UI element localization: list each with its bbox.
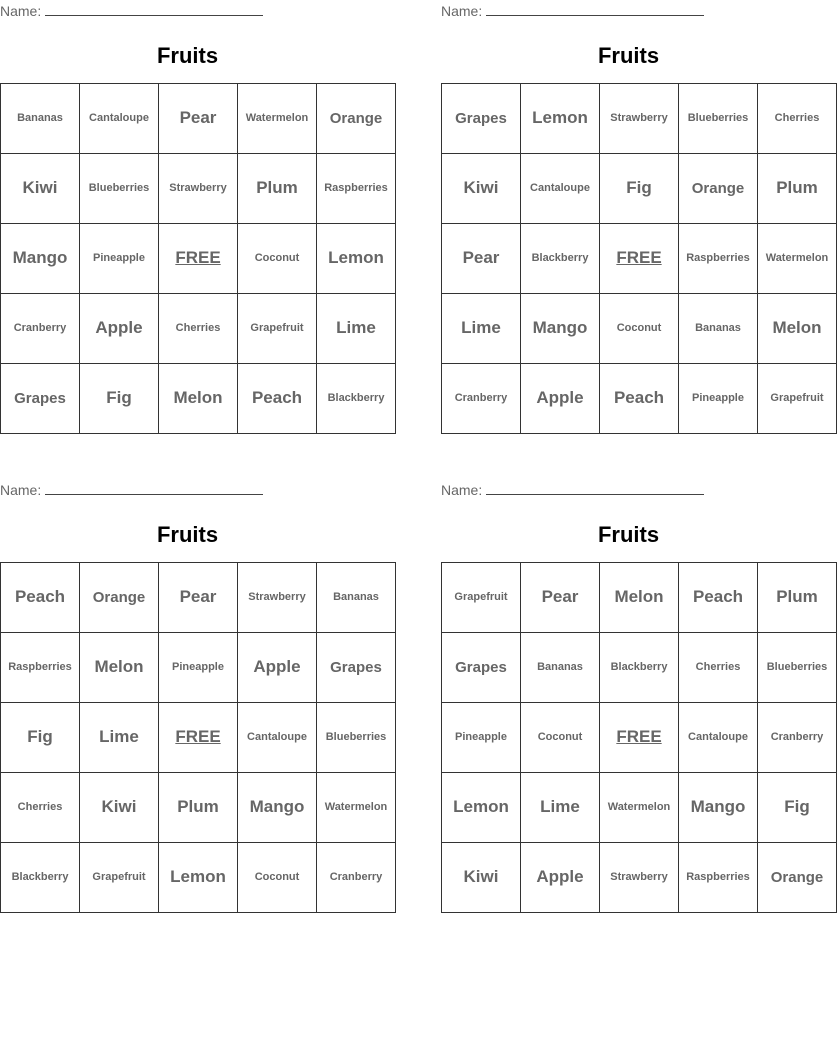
bingo-cell[interactable]: Lemon (159, 843, 238, 913)
bingo-cell[interactable]: Peach (238, 364, 317, 434)
bingo-cell[interactable]: Strawberry (238, 563, 317, 633)
bingo-cell[interactable]: Raspberries (1, 633, 80, 703)
name-field[interactable] (441, 482, 704, 498)
grid-row (442, 364, 837, 434)
name-blank-line[interactable] (45, 482, 263, 495)
bingo-cell[interactable]: Cranberry (442, 364, 521, 434)
bingo-cell[interactable]: Coconut (521, 703, 600, 773)
bingo-grid (0, 562, 396, 913)
card-title: Fruits (597, 43, 660, 68)
name-blank-line[interactable] (486, 482, 704, 495)
bingo-cell[interactable]: Blueberries (80, 154, 159, 224)
bingo-card (0, 479, 388, 911)
bingo-cell[interactable]: Blackberry (521, 224, 600, 294)
bingo-cell[interactable]: Plum (758, 154, 837, 224)
bingo-card (441, 479, 828, 911)
bingo-cell[interactable]: Cranberry (758, 703, 837, 773)
bingo-cell[interactable]: Mango (1, 224, 80, 294)
bingo-cell[interactable]: Apple (80, 294, 159, 364)
card-title: Fruits (597, 522, 660, 547)
grid-row (442, 633, 837, 703)
grid-row (1, 703, 396, 773)
bingo-cell[interactable]: Cantaloupe (238, 703, 317, 773)
bingo-cell[interactable]: Strawberry (600, 84, 679, 154)
bingo-cell[interactable]: Mango (679, 773, 758, 843)
bingo-cell[interactable]: Grapes (442, 633, 521, 703)
bingo-cell[interactable]: Pineapple (679, 364, 758, 434)
grid-row (1, 843, 396, 913)
bingo-cell[interactable]: Peach (600, 364, 679, 434)
bingo-cell[interactable]: Pineapple (159, 633, 238, 703)
grid-row (1, 84, 396, 154)
bingo-cell[interactable]: Kiwi (442, 843, 521, 913)
bingo-cell[interactable]: Fig (758, 773, 837, 843)
bingo-cell[interactable]: Peach (1, 563, 80, 633)
bingo-card (441, 0, 829, 432)
bingo-cell[interactable]: Bananas (317, 563, 396, 633)
bingo-cell[interactable]: Plum (238, 154, 317, 224)
bingo-cell[interactable]: Cranberry (1, 294, 80, 364)
name-field[interactable] (441, 3, 704, 19)
bingo-grid (0, 83, 396, 434)
bingo-cell[interactable]: Grapefruit (758, 364, 837, 434)
bingo-cell[interactable]: Raspberries (679, 224, 758, 294)
bingo-cell[interactable]: Pineapple (442, 703, 521, 773)
bingo-card (0, 0, 388, 432)
grid-row (1, 294, 396, 364)
bingo-cell[interactable]: Strawberry (159, 154, 238, 224)
bingo-cell[interactable]: Peach (679, 563, 758, 633)
name-label: Name: (441, 3, 483, 19)
bingo-cell[interactable]: Plum (758, 563, 837, 633)
name-label: Name: (0, 482, 42, 498)
bingo-cell[interactable]: Lime (317, 294, 396, 364)
bingo-cell[interactable]: Strawberry (600, 843, 679, 913)
bingo-cell[interactable]: Watermelon (758, 224, 837, 294)
bingo-cell[interactable]: Lemon (521, 84, 600, 154)
bingo-cell[interactable]: Melon (758, 294, 837, 364)
grid-row (442, 224, 837, 294)
bingo-cell[interactable]: Grapes (1, 364, 80, 434)
bingo-cell[interactable]: Cantaloupe (679, 703, 758, 773)
bingo-cell[interactable]: Blackberry (1, 843, 80, 913)
bingo-cell[interactable]: Melon (600, 563, 679, 633)
bingo-cell[interactable]: Raspberries (317, 154, 396, 224)
bingo-cell[interactable]: Grapefruit (80, 843, 159, 913)
bingo-cell[interactable]: Coconut (600, 294, 679, 364)
bingo-cell[interactable]: Pear (159, 84, 238, 154)
bingo-cell[interactable]: Cantaloupe (521, 154, 600, 224)
name-field[interactable] (0, 3, 263, 19)
bingo-cell[interactable]: Blackberry (317, 364, 396, 434)
bingo-cell[interactable]: Cherries (1, 773, 80, 843)
bingo-cell[interactable]: Grapefruit (442, 563, 521, 633)
grid-row (442, 703, 837, 773)
bingo-cell[interactable]: Pear (442, 224, 521, 294)
free-space-cell[interactable]: FREE (159, 703, 238, 773)
bingo-cell[interactable]: Watermelon (238, 84, 317, 154)
bingo-cell[interactable]: Cantaloupe (80, 84, 159, 154)
bingo-cell[interactable]: Orange (758, 843, 837, 913)
bingo-cell[interactable]: Melon (80, 633, 159, 703)
bingo-cell[interactable]: Orange (80, 563, 159, 633)
grid-row (442, 563, 837, 633)
bingo-cell[interactable]: Plum (159, 773, 238, 843)
bingo-cell[interactable]: Fig (600, 154, 679, 224)
bingo-cell[interactable]: Fig (80, 364, 159, 434)
bingo-cell[interactable]: Orange (679, 154, 758, 224)
grid-row (1, 773, 396, 843)
grid-row (442, 294, 837, 364)
bingo-cell[interactable]: Kiwi (1, 154, 80, 224)
bingo-cell[interactable]: Lime (521, 773, 600, 843)
bingo-cell[interactable]: Bananas (679, 294, 758, 364)
bingo-cell[interactable]: Raspberries (679, 843, 758, 913)
bingo-cell[interactable]: Grapefruit (238, 294, 317, 364)
name-label: Name: (441, 482, 483, 498)
free-space-cell[interactable]: FREE (600, 703, 679, 773)
bingo-cell[interactable]: Lime (442, 294, 521, 364)
grid-row (1, 224, 396, 294)
card-title: Fruits (156, 522, 219, 547)
bingo-cell[interactable]: Cranberry (317, 843, 396, 913)
bingo-cell[interactable]: Grapes (442, 84, 521, 154)
bingo-cell[interactable]: Lime (80, 703, 159, 773)
bingo-cell[interactable]: Grapes (317, 633, 396, 703)
bingo-cell[interactable]: Pear (521, 563, 600, 633)
bingo-cell[interactable]: Apple (238, 633, 317, 703)
bingo-cell[interactable]: Watermelon (600, 773, 679, 843)
name-blank-line[interactable] (45, 3, 263, 16)
bingo-cell[interactable]: Kiwi (80, 773, 159, 843)
bingo-cell[interactable]: Blueberries (758, 633, 837, 703)
bingo-cell[interactable]: Blueberries (679, 84, 758, 154)
free-space-cell[interactable]: FREE (600, 224, 679, 294)
name-blank-line[interactable] (486, 3, 704, 16)
card-title: Fruits (156, 43, 219, 68)
bingo-cell[interactable]: Watermelon (317, 773, 396, 843)
bingo-cell[interactable]: Pear (159, 563, 238, 633)
bingo-cell[interactable]: Apple (521, 364, 600, 434)
bingo-cell[interactable]: Coconut (238, 224, 317, 294)
bingo-cell[interactable]: Kiwi (442, 154, 521, 224)
bingo-cell[interactable]: Mango (238, 773, 317, 843)
grid-row (442, 84, 837, 154)
name-label: Name: (0, 3, 42, 19)
bingo-cell[interactable]: Orange (317, 84, 396, 154)
bingo-cell[interactable]: Bananas (521, 633, 600, 703)
bingo-cell[interactable]: Coconut (238, 843, 317, 913)
name-field[interactable] (0, 482, 263, 498)
bingo-cell[interactable]: Cherries (159, 294, 238, 364)
bingo-cell[interactable]: Lemon (442, 773, 521, 843)
bingo-cell[interactable]: Blueberries (317, 703, 396, 773)
bingo-grid (441, 83, 837, 434)
bingo-cell[interactable]: Blackberry (600, 633, 679, 703)
bingo-grid (441, 562, 837, 913)
grid-row (1, 154, 396, 224)
grid-row (442, 154, 837, 224)
bingo-cell[interactable]: Lemon (317, 224, 396, 294)
grid-row (442, 773, 837, 843)
grid-row (1, 633, 396, 703)
bingo-cell[interactable]: Melon (159, 364, 238, 434)
grid-row (1, 364, 396, 434)
bingo-cell[interactable]: Fig (1, 703, 80, 773)
bingo-cell[interactable]: Bananas (1, 84, 80, 154)
bingo-cell[interactable]: Apple (521, 843, 600, 913)
bingo-cell[interactable]: Cherries (758, 84, 837, 154)
bingo-cell[interactable]: Mango (521, 294, 600, 364)
grid-row (1, 563, 396, 633)
bingo-cell[interactable]: Cherries (679, 633, 758, 703)
free-space-cell[interactable]: FREE (159, 224, 238, 294)
bingo-cell[interactable]: Pineapple (80, 224, 159, 294)
grid-row (442, 843, 837, 913)
